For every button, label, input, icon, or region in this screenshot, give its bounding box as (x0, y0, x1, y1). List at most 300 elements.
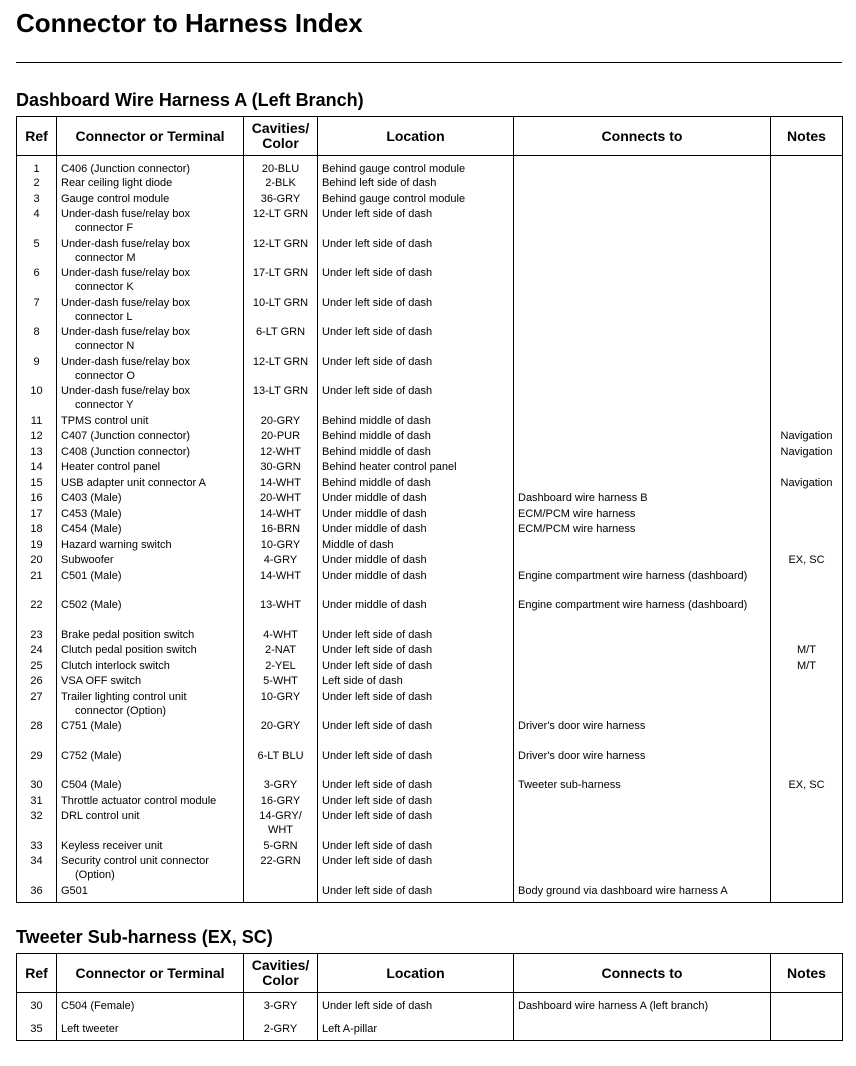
ref-cell: 32 (17, 809, 57, 839)
cavities-cell (244, 156, 318, 177)
location-cell: Under left side of dash (318, 325, 514, 355)
connects-to-cell (514, 237, 771, 267)
location-cell: Under left side of dash (318, 854, 514, 884)
ref-cell: 5 (17, 237, 57, 267)
cavities-cell (244, 207, 318, 237)
cavities-cell (244, 429, 318, 445)
notes-cell (771, 507, 843, 523)
table-row (17, 192, 843, 208)
ref-cell: 34 (17, 854, 57, 884)
connector-line: Under-dash fuse/relay box (61, 385, 191, 397)
column-header-location: Location (318, 954, 514, 993)
ref-cell: 16 (17, 491, 57, 507)
connector-cell (57, 429, 244, 445)
cavities-cell (244, 1022, 318, 1041)
location-cell: Under left side of dash (318, 794, 514, 810)
cavities-cell (244, 854, 318, 884)
cavities-cell (244, 839, 318, 855)
ref-cell: 33 (17, 839, 57, 855)
connector-cell (57, 569, 244, 599)
location-cell: Under middle of dash (318, 522, 514, 538)
notes-cell: M/T (771, 643, 843, 659)
table-row (17, 445, 843, 461)
connector-cell (57, 643, 244, 659)
notes-cell (771, 884, 843, 903)
cavities-line: 2-BLK (265, 177, 296, 189)
location-cell: Under left side of dash (318, 839, 514, 855)
connector-line: C408 (Junction connector) (61, 445, 191, 458)
cavities-cell (244, 749, 318, 779)
table-row (17, 659, 843, 675)
notes-cell (771, 266, 843, 296)
connector-line: USB adapter unit connector A (61, 476, 206, 489)
cavities-cell (244, 266, 318, 296)
cavities-line: WHT (267, 824, 294, 836)
notes-cell (771, 690, 843, 720)
location-cell: Under left side of dash (318, 778, 514, 794)
location-cell: Under middle of dash (318, 553, 514, 569)
table-row (17, 266, 843, 296)
cavities-line: 4-WHT (263, 628, 298, 641)
connects-to-cell (514, 553, 771, 569)
connector-cell (57, 778, 244, 794)
table-row (17, 553, 843, 569)
cavities-line: 22-GRN (260, 855, 301, 867)
connector-cell (57, 237, 244, 267)
connects-to-cell (514, 445, 771, 461)
notes-cell (771, 237, 843, 267)
connector-line: TPMS control unit (61, 414, 149, 427)
notes-cell (771, 296, 843, 326)
column-header-cavities-line: Cavities/ (251, 120, 310, 136)
location-cell: Under middle of dash (318, 507, 514, 523)
connects-to-cell (514, 325, 771, 355)
connector-line: connector O (75, 369, 135, 382)
connector-line: Rear ceiling light diode (61, 177, 173, 189)
cavities-line: 3-GRY (263, 1000, 298, 1012)
connector-cell (57, 674, 244, 690)
cavities-line: 17-LT GRN (252, 267, 309, 279)
column-header-notes: Notes (771, 954, 843, 993)
notes-cell (771, 794, 843, 810)
connector-line: C406 (Junction connector) (61, 163, 191, 175)
connector-line: C403 (Male) (61, 492, 122, 504)
notes-cell: EX, SC (771, 778, 843, 794)
connects-to-cell: Dashboard wire harness A (left branch) (514, 993, 771, 1023)
connector-line: C752 (Male) (61, 749, 122, 762)
cavities-line: 14-WHT (260, 476, 301, 489)
ref-cell: 20 (17, 553, 57, 569)
cavities-cell (244, 414, 318, 430)
connects-to-cell (514, 296, 771, 326)
cavities-cell (244, 176, 318, 192)
connector-cell (57, 176, 244, 192)
location-cell: Under left side of dash (318, 628, 514, 644)
connects-to-cell (514, 674, 771, 690)
cavities-line: 12-WHT (260, 445, 301, 458)
connector-cell (57, 156, 244, 177)
notes-cell (771, 598, 843, 628)
connector-line: C751 (Male) (61, 720, 122, 732)
cavities-line: 20-WHT (260, 492, 301, 504)
connects-to-cell: Engine compartment wire harness (dashboard) (514, 569, 771, 599)
table-row (17, 207, 843, 237)
cavities-cell (244, 628, 318, 644)
table-row (17, 507, 843, 523)
notes-cell (771, 719, 843, 749)
column-header-connects-to: Connects to (514, 117, 771, 156)
connector-line: Clutch interlock switch (61, 659, 170, 672)
connector-cell (57, 884, 244, 903)
table-row (17, 384, 843, 414)
column-header-location: Location (318, 117, 514, 156)
location-cell: Under left side of dash (318, 643, 514, 659)
cavities-cell (244, 719, 318, 749)
location-cell: Under middle of dash (318, 598, 514, 628)
connector-cell (57, 192, 244, 208)
connects-to-cell (514, 659, 771, 675)
connector-cell (57, 296, 244, 326)
cavities-line: 14-WHT (260, 569, 301, 582)
ref-cell: 30 (17, 778, 57, 794)
cavities-line: 36-GRY (260, 192, 301, 205)
location-cell: Under left side of dash (318, 884, 514, 903)
notes-cell (771, 460, 843, 476)
cavities-line: 2-YEL (265, 659, 296, 672)
cavities-cell (244, 884, 318, 903)
location-cell: Left A-pillar (318, 1022, 514, 1041)
notes-cell (771, 674, 843, 690)
location-cell: Under middle of dash (318, 491, 514, 507)
cavities-line: 14-GRY/ (259, 810, 302, 822)
table-row (17, 476, 843, 492)
cavities-line: 4-GRY (263, 554, 298, 566)
ref-cell: 31 (17, 794, 57, 810)
page-title: Connector to Harness Index (16, 8, 363, 38)
ref-cell: 13 (17, 445, 57, 461)
connector-cell (57, 414, 244, 430)
connector-line: Under-dash fuse/relay box (61, 296, 191, 309)
notes-cell (771, 176, 843, 192)
ref-cell: 19 (17, 538, 57, 554)
connector-cell (57, 207, 244, 237)
location-cell: Under left side of dash (318, 993, 514, 1023)
connects-to-cell (514, 384, 771, 414)
section-title: Tweeter Sub-harness (EX, SC) (16, 927, 273, 947)
notes-cell (771, 207, 843, 237)
connects-to-cell: Dashboard wire harness B (514, 491, 771, 507)
location-cell: Under left side of dash (318, 355, 514, 385)
title-divider (16, 62, 842, 63)
ref-cell: 17 (17, 507, 57, 523)
connector-line: Heater control panel (61, 461, 161, 473)
connects-to-cell (514, 538, 771, 554)
connector-cell (57, 460, 244, 476)
notes-cell: M/T (771, 659, 843, 675)
connects-to-cell: Tweeter sub-harness (514, 778, 771, 794)
ref-cell: 12 (17, 429, 57, 445)
cavities-cell (244, 569, 318, 599)
connector-cell (57, 854, 244, 884)
location-cell: Behind middle of dash (318, 445, 514, 461)
connector-cell (57, 355, 244, 385)
cavities-line: 10-GRY (260, 538, 301, 551)
connector-cell (57, 1022, 244, 1041)
connects-to-cell: Driver's door wire harness (514, 749, 771, 779)
notes-cell: Navigation (771, 476, 843, 492)
cavities-line: 20-GRY (260, 720, 301, 732)
connects-to-cell: Engine compartment wire harness (dashboard) (514, 598, 771, 628)
ref-cell: 11 (17, 414, 57, 430)
location-cell: Under left side of dash (318, 749, 514, 779)
connects-to-cell (514, 809, 771, 839)
notes-cell (771, 156, 843, 177)
connector-cell (57, 507, 244, 523)
cavities-cell (244, 476, 318, 492)
column-header-cavities (244, 117, 318, 156)
cavities-line: 12-LT GRN (252, 208, 309, 220)
ref-cell: 7 (17, 296, 57, 326)
connector-cell (57, 491, 244, 507)
ref-cell: 30 (17, 993, 57, 1023)
column-header-connects-to: Connects to (514, 954, 771, 993)
ref-cell: 1 (17, 156, 57, 177)
cavities-line: 14-WHT (260, 507, 301, 520)
cavities-cell (244, 491, 318, 507)
location-cell: Under left side of dash (318, 719, 514, 749)
table-row (17, 993, 843, 1023)
connector-table (16, 116, 843, 903)
ref-cell: 36 (17, 884, 57, 903)
ref-cell: 9 (17, 355, 57, 385)
connects-to-cell (514, 1022, 771, 1041)
table-row (17, 429, 843, 445)
table-header-row (17, 117, 843, 156)
connector-cell (57, 628, 244, 644)
connects-to-cell (514, 176, 771, 192)
connector-cell (57, 325, 244, 355)
connector-line: connector F (75, 222, 134, 234)
notes-cell (771, 355, 843, 385)
column-header-ref: Ref (17, 117, 57, 156)
ref-cell: 35 (17, 1022, 57, 1041)
cavities-line: 16-GRY (260, 794, 301, 807)
connects-to-cell (514, 690, 771, 720)
cavities-line: 12-LT GRN (252, 355, 309, 368)
connects-to-cell: ECM/PCM wire harness (514, 507, 771, 523)
connector-cell (57, 384, 244, 414)
connects-to-cell (514, 839, 771, 855)
table-row (17, 643, 843, 659)
location-cell: Behind gauge control module (318, 192, 514, 208)
cavities-cell (244, 794, 318, 810)
column-header-cavities-line: Color (262, 972, 299, 988)
connector-line: connector (Option) (75, 704, 167, 717)
connects-to-cell (514, 156, 771, 177)
cavities-line: 20-PUR (260, 430, 301, 442)
table-row (17, 569, 843, 599)
location-cell: Behind heater control panel (318, 460, 514, 476)
cavities-line: 30-GRN (260, 461, 301, 473)
ref-cell: 29 (17, 749, 57, 779)
connector-line: C504 (Female) (61, 1000, 135, 1012)
cavities-line: 3-GRY (263, 779, 298, 791)
connector-cell (57, 522, 244, 538)
table-row (17, 749, 843, 779)
connector-line: Clutch pedal position switch (61, 644, 197, 656)
table-row (17, 884, 843, 903)
connects-to-cell (514, 476, 771, 492)
cavities-line: 13-WHT (260, 599, 301, 611)
cavities-line: 6-LT GRN (255, 326, 306, 338)
ref-cell: 22 (17, 598, 57, 628)
connector-line: Trailer lighting control unit (61, 690, 187, 703)
ref-cell: 14 (17, 460, 57, 476)
connector-line: connector Y (75, 399, 134, 411)
notes-cell (771, 522, 843, 538)
table-row (17, 491, 843, 507)
connector-line: G501 (61, 884, 88, 897)
connects-to-cell (514, 854, 771, 884)
ref-cell: 28 (17, 719, 57, 749)
location-cell: Behind middle of dash (318, 429, 514, 445)
column-header-ref: Ref (17, 954, 57, 993)
connector-cell (57, 839, 244, 855)
cavities-line: 20-GRY (260, 414, 301, 427)
connects-to-cell (514, 794, 771, 810)
column-header-connector: Connector or Terminal (57, 117, 244, 156)
cavities-cell (244, 659, 318, 675)
table-row (17, 355, 843, 385)
connector-line: connector N (75, 340, 135, 352)
table-row (17, 719, 843, 749)
table-row (17, 176, 843, 192)
connector-cell (57, 445, 244, 461)
cavities-line: 6-LT BLU (257, 749, 304, 762)
connector-cell (57, 690, 244, 720)
connector-line: Hazard warning switch (61, 538, 172, 551)
cavities-cell (244, 384, 318, 414)
location-cell: Under left side of dash (318, 237, 514, 267)
location-cell: Under left side of dash (318, 809, 514, 839)
notes-cell (771, 192, 843, 208)
ref-cell: 3 (17, 192, 57, 208)
cavities-line: 16-BRN (260, 523, 301, 535)
notes-cell (771, 538, 843, 554)
connector-line: C454 (Male) (61, 523, 122, 535)
notes-cell (771, 491, 843, 507)
connects-to-cell: Body ground via dashboard wire harness A (514, 884, 771, 903)
column-header-notes: Notes (771, 117, 843, 156)
connector-line: Security control unit connector (61, 855, 209, 867)
ref-cell: 15 (17, 476, 57, 492)
ref-cell: 23 (17, 628, 57, 644)
connector-cell (57, 749, 244, 779)
column-header-connector: Connector or Terminal (57, 954, 244, 993)
connector-cell (57, 794, 244, 810)
cavities-cell (244, 325, 318, 355)
location-cell: Behind gauge control module (318, 156, 514, 177)
notes-cell (771, 569, 843, 599)
cavities-line: 13-LT GRN (252, 385, 309, 397)
table-row (17, 674, 843, 690)
table-row (17, 325, 843, 355)
location-cell: Under left side of dash (318, 690, 514, 720)
table-row (17, 237, 843, 267)
table-row (17, 794, 843, 810)
connector-line: Under-dash fuse/relay box (61, 326, 191, 338)
cavities-line: 2-GRY (263, 1023, 298, 1035)
ref-cell: 25 (17, 659, 57, 675)
location-cell: Under middle of dash (318, 569, 514, 599)
table-row (17, 1022, 843, 1041)
connects-to-cell (514, 414, 771, 430)
cavities-line: 12-LT GRN (252, 237, 309, 250)
cavities-cell (244, 445, 318, 461)
location-cell: Under left side of dash (318, 266, 514, 296)
notes-cell (771, 384, 843, 414)
notes-cell (771, 1022, 843, 1041)
connector-line: connector M (75, 251, 136, 264)
connects-to-cell (514, 460, 771, 476)
connects-to-cell (514, 207, 771, 237)
connector-cell (57, 809, 244, 839)
table-row (17, 839, 843, 855)
connects-to-cell: ECM/PCM wire harness (514, 522, 771, 538)
connector-cell (57, 476, 244, 492)
connector-cell (57, 598, 244, 628)
connects-to-cell: Driver's door wire harness (514, 719, 771, 749)
cavities-cell (244, 237, 318, 267)
connector-line: C504 (Male) (61, 779, 122, 791)
connector-table (16, 953, 843, 1041)
ref-cell: 18 (17, 522, 57, 538)
cavities-line: 10-LT GRN (252, 296, 309, 309)
notes-cell (771, 414, 843, 430)
connects-to-cell (514, 628, 771, 644)
table-header-row (17, 954, 843, 993)
table-body (17, 156, 843, 903)
cavities-line: 5-GRN (263, 839, 298, 852)
column-header-cavities (244, 954, 318, 993)
cavities-cell (244, 993, 318, 1023)
notes-cell (771, 839, 843, 855)
cavities-line: 5-WHT (263, 675, 298, 687)
column-header-cavities-line: Color (262, 135, 299, 151)
cavities-line: 20-BLU (261, 163, 300, 175)
location-cell: Behind middle of dash (318, 476, 514, 492)
connects-to-cell (514, 192, 771, 208)
notes-cell (771, 628, 843, 644)
cavities-cell (244, 809, 318, 839)
cavities-cell (244, 690, 318, 720)
cavities-cell (244, 778, 318, 794)
location-cell: Under left side of dash (318, 296, 514, 326)
notes-cell: EX, SC (771, 553, 843, 569)
connector-line: Brake pedal position switch (61, 628, 195, 641)
connector-cell (57, 659, 244, 675)
connector-line: VSA OFF switch (61, 675, 142, 687)
cavities-cell (244, 674, 318, 690)
notes-cell (771, 325, 843, 355)
location-cell: Behind middle of dash (318, 414, 514, 430)
connector-line: (Option) (75, 869, 115, 881)
connector-line: C453 (Male) (61, 507, 122, 520)
connector-line: Under-dash fuse/relay box (61, 355, 191, 368)
connector-line: DRL control unit (61, 810, 140, 822)
column-header-cavities-line: Cavities/ (251, 957, 310, 973)
ref-cell: 2 (17, 176, 57, 192)
